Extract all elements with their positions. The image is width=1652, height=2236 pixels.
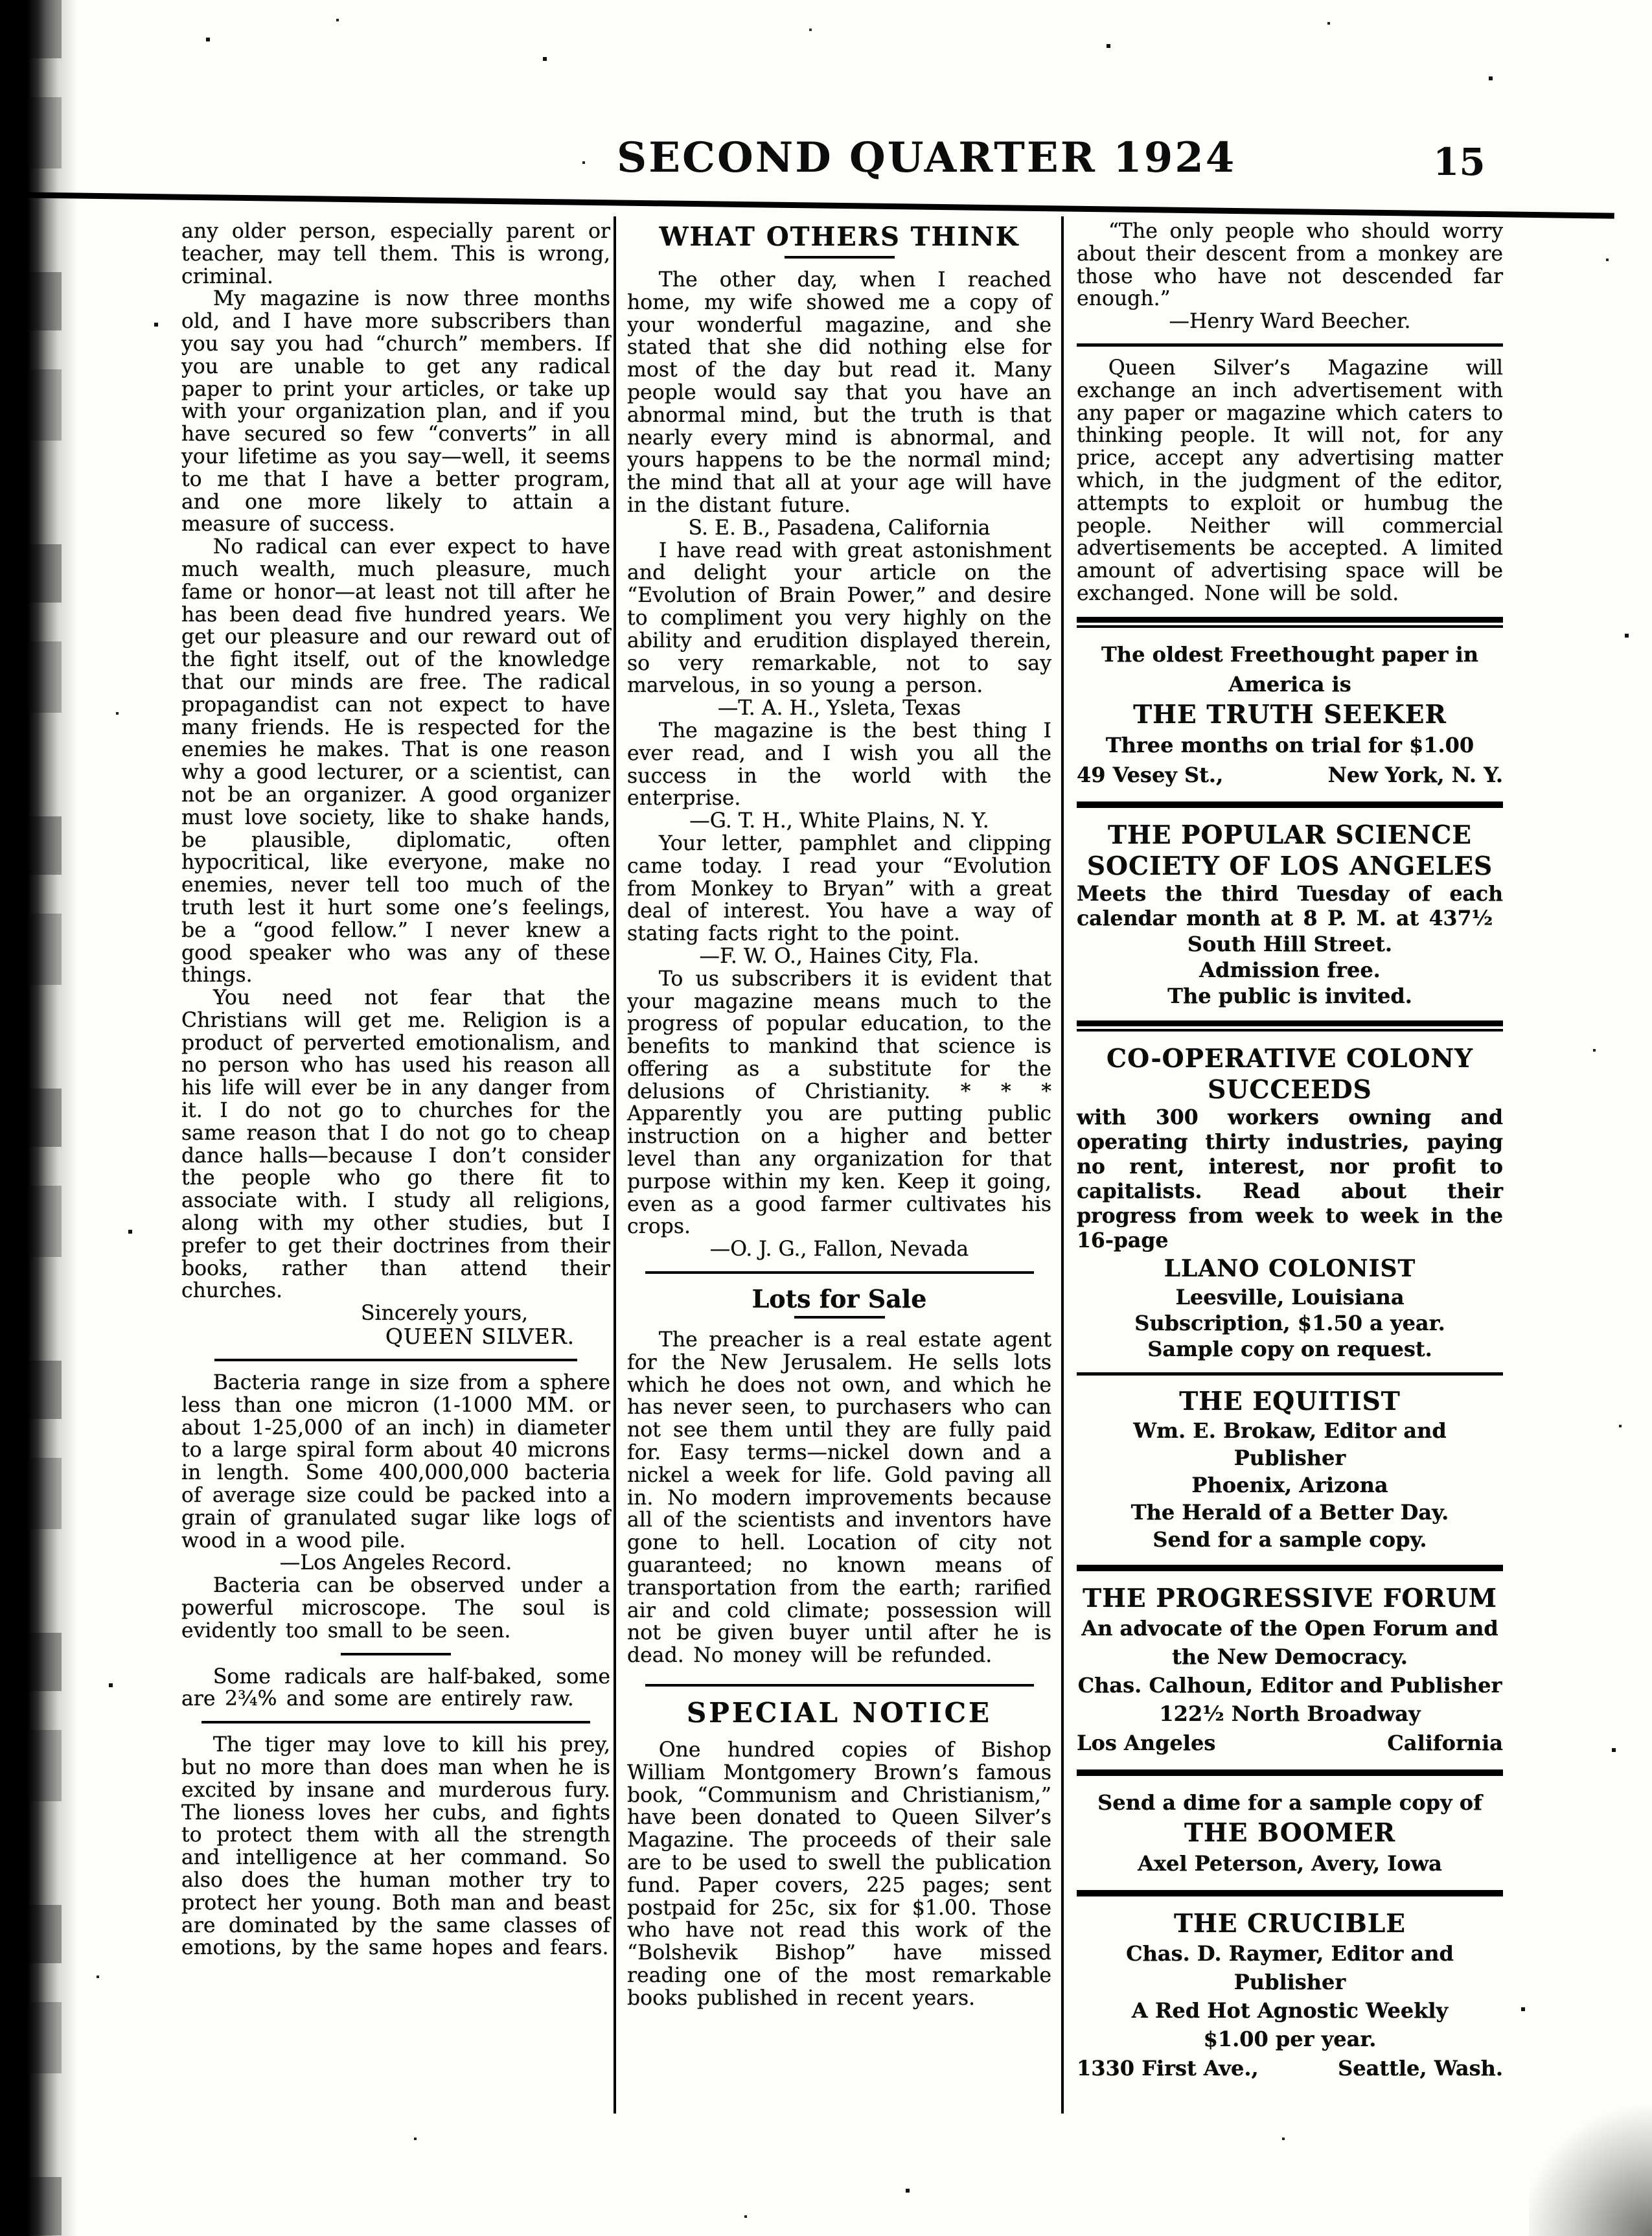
ad-line: Publisher [1233, 1445, 1346, 1470]
ad-divider [1077, 1020, 1503, 1032]
ad-line: A Red Hot Agnostic Weekly [1131, 1998, 1449, 2023]
paragraph-continuation: any older person, especially parent or teacher, may tell them. This is wrong, criminal. [181, 220, 610, 288]
ad-divider [1077, 1890, 1503, 1896]
heading-rule [785, 256, 895, 259]
ad-title: LLANO COLONIST [1164, 1254, 1416, 1282]
attribution-seb: S. E. B., Pasadena, California [688, 516, 991, 540]
quote-paragraph: “The only people who should worry about their descent from a monkey are those who have not descended far enough.” [1077, 220, 1503, 311]
ad-line: Wm. E. Brokaw, Editor and [1133, 1418, 1447, 1443]
ad-body: with 300 workers owning and operating thirty industries, paying no rent, interest, nor profit to capitalists. Read about their progress from week to week in the 16-page [1077, 1105, 1503, 1252]
section-rule [201, 1721, 590, 1723]
ad-line: Send for a sample copy. [1153, 1527, 1427, 1552]
paragraph-radicals-raw: Some radicals are half-baked, some are 2¾% and some are entirely raw. [181, 1665, 610, 1711]
ad-title: SUCCEEDS [1208, 1074, 1372, 1105]
ad-line: The Herald of a Better Day. [1130, 1499, 1449, 1525]
column-divider-right [1061, 216, 1064, 2114]
letter-signoff: Sincerely yours, [360, 1302, 529, 1326]
attribution-gth: —G. T. H., White Plains, N. Y. [689, 809, 989, 833]
attribution-beecher: —Henry Ward Beecher. [1169, 310, 1411, 334]
ad-popular-science-society [1077, 820, 1503, 1009]
paragraph-fear: You need not fear that the Christians will get me. Religion is a product of perverted emotionalism, and no person who has used his reason all his life will ever be in any danger from it. I do not go to churches for the same reason that I do not go to cheap dance halls—because I don’t consider the people who go there fit to associate with. I study all religions, along with my other studies, but I prefer to get their doctrines from their books, rather than attend their churches. [181, 986, 610, 1303]
paragraph-radical: No radical can ever expect to have much wealth, much pleasure, much fame or honor—at least not till after he has been dead five hundred years. We get our pleasure and our reward out of the fight itself, out of the knowledge that our minds are free. The radical propagandist can not expect to have many friends. He is respected for the enemies he makes. That is one reason why a good lecturer, or a scientist, can not be an organizer. A good organizer must love society, like to shake hands, be plausible, diplomatic, often hypocritical, like everyone, make no enemies, never tell too much of the truth lest it hurt some one’s feelings, be a “good fellow.” I never knew a good speaker who was any of these things. [181, 535, 610, 987]
ad-line: Sample copy on request. [1147, 1336, 1432, 1361]
paragraph-ad-exchange: Queen Silver’s Magazine will exchange an inch advertisement with any paper or magazine which caters to thinking people. It will not, for any price, accept any advertising matter which, in the judgment of the editor, attempts to exploit or humbug the people. Neither will commercial advertisements be accepted. A limited amount of advertising space will be exchanged. None will be sold. [1077, 356, 1503, 605]
ad-address-row [1077, 760, 1503, 790]
section-rule [341, 1653, 451, 1655]
column-left [181, 220, 610, 1959]
ad-title: THE CRUCIBLE [1173, 1908, 1406, 1939]
ad-cooperative-colony [1077, 1043, 1503, 1362]
ad-divider [1077, 1565, 1503, 1571]
attribution-la-record: —Los Angeles Record. [279, 1551, 512, 1575]
ad-title: CO-OPERATIVE COLONY [1107, 1043, 1473, 1074]
ad-address-left: Los Angeles [1077, 1730, 1216, 1755]
ad-address-left: 49 Vesey St., [1077, 762, 1224, 787]
letter-paragraph: The magazine is the best thing I ever read, and I wish you all the success in the world with the enterprise. [627, 719, 1051, 811]
attribution-fwo: —F. W. O., Haines City, Fla. [699, 944, 980, 968]
ad-line: Three months on trial for $1.00 [1105, 732, 1474, 757]
letter-paragraph: To us subscribers it is evident that your magazine means much to the progress of popular education, to the benefits to mankind that science is offering as a substitute for the delusions of Christianity. * * * Apparently you are putting public instruction on a higher and better level than any organization for that purpose within my ken. Keep it going, even as a good farmer cultivates his crops. [627, 967, 1051, 1239]
ad-line: Axel Peterson, Avery, Iowa [1138, 1850, 1442, 1876]
ad-title: THE BOOMER [1184, 1817, 1396, 1848]
page-number: 15 [1433, 140, 1486, 184]
paragraph-bacteria: Bacteria range in size from a sphere less than one micron (1-1000 MM. or about 1-25,000 of an inch) in diameter to a large spiral form about 40 microns in length. Some 400,000,000 bacteria of average size could be packed into a grain of granulated sugar like logs of wood in a wood pile. [181, 1371, 610, 1552]
scan-corner-blotch [1529, 2100, 1652, 2236]
ad-address-right: California [1387, 1730, 1503, 1755]
ad-body: Meets the third Tuesday of each calendar month at 8 P. M. at 437½ [1077, 881, 1503, 930]
ad-address-right: New York, N. Y. [1327, 762, 1503, 787]
ad-progressive-forum [1077, 1583, 1503, 1758]
ad-line: Chas. Calhoun, Editor and Publisher [1077, 1672, 1502, 1698]
ad-line: Leesville, Louisiana [1175, 1284, 1405, 1309]
ad-line: Chas. D. Raymer, Editor and [1126, 1941, 1454, 1966]
ad-address-row [1077, 1728, 1503, 1758]
ad-address-row [1077, 2053, 1503, 2083]
ad-line: $1.00 per year. [1203, 2026, 1377, 2051]
header-rule [0, 192, 1614, 219]
ad-divider [1077, 1372, 1503, 1376]
ad-line: Publisher [1233, 1969, 1346, 1994]
ad-line: The oldest Freethought paper in [1101, 641, 1478, 667]
paragraph-magazine: My magazine is now three months old, and I have more subscribers than you say you had “church” members. If you are unable to get any radical paper to print your articles, or take up with your organization plan, and if you have secured so few “converts” in all your lifetime as you say—well, it seems to me that I have a better program, and one more likely to attain a measure of success. [181, 287, 610, 536]
ad-line: Admission free. [1199, 957, 1381, 982]
letter-paragraph: I have read with great astonishment and delight your article on the “Evolution of Brain Power,” and desire to compliment you very highly on the ability and erudition displayed therein, so very remarkable, not to say marvelous, in so young a person. [627, 538, 1051, 698]
section-heading-what-others-think: WHAT OTHERS THINK [659, 222, 1020, 252]
ad-divider [1077, 801, 1503, 808]
ad-line: 122½ North Broadway [1159, 1701, 1421, 1726]
ad-equitist [1077, 1386, 1503, 1553]
paragraph-microscope: Bacteria can be observed under a powerful microscope. The soul is evidently too small to be seen. [181, 1574, 610, 1642]
paragraph-preacher: The preacher is a real estate agent for the New Jerusalem. He sells lots which he does not own, and which he has never seen, to purchasers who can not see them until they are fully paid for. Easy terms—nickel down and a nickel a week for life. Gold paving all in. No modern improvements because all of the scientists and inventors have gone to hell. Location of city not guaranteed; no known means of transportation from the earth; rarified air and cold climate; possession will not be given buyer until after he is dead. No money will be refunded. [627, 1328, 1051, 1668]
ad-line: Subscription, $1.50 a year. [1134, 1310, 1445, 1335]
ad-divider [1077, 617, 1503, 628]
ad-line: An advocate of the Open Forum and [1081, 1615, 1498, 1641]
ad-line: America is [1228, 671, 1351, 697]
letter-signature: QUEEN SILVER. [385, 1324, 575, 1350]
ad-crucible [1077, 1908, 1503, 2083]
ad-address-left: 1330 First Ave., [1077, 2055, 1259, 2080]
ad-title: THE TRUTH SEEKER [1133, 699, 1447, 730]
ad-address-right: Seattle, Wash. [1338, 2055, 1503, 2080]
page-header-title: SECOND QUARTER 1924 [617, 133, 1237, 182]
section-heading-lots-for-sale: Lots for Sale [751, 1284, 927, 1314]
section-heading-special-notice: SPECIAL NOTICE [686, 1697, 992, 1729]
section-rule [214, 1359, 577, 1361]
ad-title: THE PROGRESSIVE FORUM [1083, 1583, 1497, 1613]
ad-truth-seeker [1077, 640, 1503, 790]
ad-boomer [1077, 1788, 1503, 1878]
column-right [1077, 220, 1503, 2083]
ad-line: the New Democracy. [1172, 1644, 1408, 1669]
letter-paragraph: Your letter, pamphlet and clipping came today. I read your “Evolution from Monkey to Bryan” with a great deal of interest. You have a way of stating facts right to the point. [627, 831, 1051, 946]
attribution-tah: —T. A. H., Ysleta, Texas [717, 697, 961, 720]
ad-line: The public is invited. [1167, 983, 1412, 1008]
ad-title: THE POPULAR SCIENCE [1107, 820, 1473, 850]
ad-line: Phoenix, Arizona [1191, 1472, 1388, 1497]
ad-line: South Hill Street. [1187, 931, 1393, 956]
ad-line: Send a dime for a sample copy of [1097, 1790, 1482, 1815]
attribution-ojg: —O. J. G., Fallon, Nevada [709, 1238, 969, 1262]
ad-title: SOCIETY OF LOS ANGELES [1086, 851, 1493, 881]
section-rule [645, 1271, 1034, 1274]
letter-paragraph: The other day, when I reached home, my wife showed me a copy of your wonderful magazine, and she stated that she did nothing else for most of the day but read it. Many people would say that you have an abnormal mind, but the truth is that nearly every mind is abnormal, and yours happens to be the normal mind; the mind that all at your age will have in the distant future. [627, 268, 1051, 517]
ad-title: THE EQUITIST [1179, 1386, 1401, 1416]
scan-speckles [0, 0, 1, 1]
heading-rule [794, 1316, 885, 1319]
ad-divider [1077, 1769, 1503, 1776]
paragraph-tiger: The tiger may love to kill his prey, but no more than does man when he is excited by insane and murderous fury. The lioness loves her cubs, and fights to protect them with all the strength and intelligence at her command. So also does the human mother try to protect her young. Both man and beast are dominated by the same classes of emotions, by the same hopes and fears. [181, 1733, 610, 1960]
scan-edge-artifact [0, 0, 78, 2236]
section-rule [1077, 343, 1503, 347]
paragraph-special-notice: One hundred copies of Bishop William Montgomery Brown’s famous book, “Communism and Christianism,” have been donated to Queen Silver’s Magazine. The proceeds of their sale are to be used to swell the publication fund. Paper covers, 225 pages; sent postpaid for 25c, six for $1.00. Those who have not read this work of the “Bolshevik Bishop” have missed reading one of the most remarkable books published in recent years. [627, 1738, 1051, 2010]
section-rule [645, 1684, 1034, 1687]
column-middle [627, 220, 1051, 2010]
column-divider-left [614, 216, 616, 2114]
